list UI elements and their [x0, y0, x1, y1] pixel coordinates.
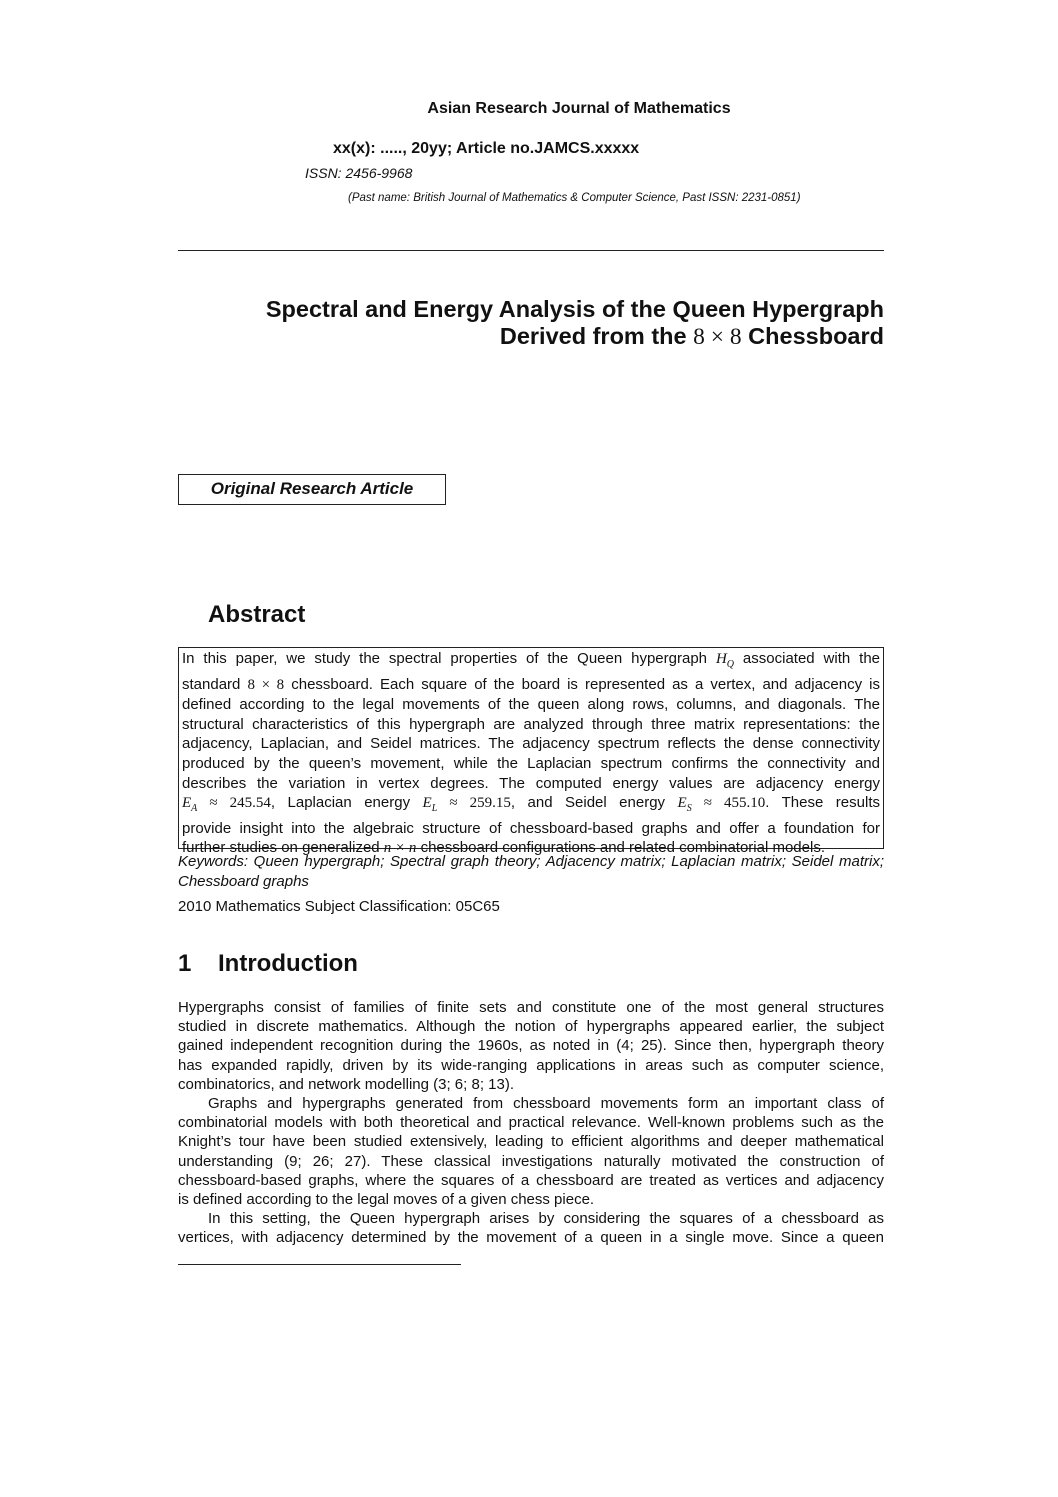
- paragraph-line: vertices, with adjacency determined by the movement of a queen in a single move. Since a queen: [178, 1229, 884, 1247]
- math-expression: E: [422, 795, 432, 812]
- math-expression: E: [677, 795, 687, 812]
- abstract-line: [182, 649, 880, 675]
- title-math: 8 × 8: [693, 324, 742, 350]
- keywords: Keywords: Queen hypergraph; Spectral graph theory; Adjacency matrix; Laplacian matrix; Seidel matrix; Chessboard graphs: [178, 853, 884, 890]
- paragraph-line: In this setting, the Queen hypergraph arises by considering the squares of a chessboard as: [208, 1210, 884, 1228]
- msc-classification: 2010 Mathematics Subject Classification: 05C65: [178, 898, 500, 915]
- math-subscript: S: [686, 803, 692, 815]
- section-heading-introduction: Introduction: [218, 950, 358, 977]
- paragraph-line: Hypergraphs consist of families of finite sets and constitute one of the most general structures: [178, 999, 884, 1016]
- footnote-rule: [178, 1264, 461, 1265]
- abstract-text: standard: [182, 675, 248, 693]
- paragraph-line: Graphs and hypergraphs generated from chessboard movements form an important class of: [208, 1095, 884, 1113]
- abstract-line: [182, 695, 880, 715]
- journal-name: Asian Research Journal of Mathematics: [427, 100, 731, 117]
- paragraph-line: combinatorics, and network modelling (3; 6; 8; 13).: [178, 1075, 514, 1093]
- abstract-line: [182, 734, 880, 754]
- abstract-text: further studies on generalized: [182, 839, 384, 857]
- paragraph-line: understanding (9; 26; 27). These classical investigations naturally motivated the construction of: [178, 1152, 884, 1170]
- math-expression: ≈ 259.15: [437, 795, 511, 812]
- math-expression: ≈ 455.10: [691, 795, 766, 812]
- abstract-text: describes the variation in vertex degrees. The computed energy values are adjacency energy: [182, 774, 880, 792]
- issn: ISSN: 2456-9968: [305, 165, 413, 181]
- abstract-text: structural characteristics of this hypergraph are analyzed through three matrix representations: the: [182, 715, 880, 733]
- abstract-text: adjacency, Laplacian, and Seidel matrices. The adjacency spectrum reflects the dense connectivity: [182, 735, 880, 753]
- math-subscript: L: [431, 803, 438, 815]
- title-text: Derived from the: [499, 323, 694, 349]
- abstract-text: defined according to the legal movements of the queen along rows, columns, and diagonals. The: [182, 696, 880, 714]
- abstract-text: provide insight into the algebraic structure of chessboard-based graphs and offer a foundation for: [182, 819, 880, 837]
- abstract-text: associated with the: [734, 650, 881, 667]
- abstract-text: , Laplacian energy: [270, 794, 423, 812]
- volume-info: xx(x): ....., 20yy; Article no.JAMCS.xxxxx: [333, 140, 640, 157]
- abstract-box: [178, 647, 884, 857]
- abstract-text: chessboard. Each square of the board is represented as a vertex, and adjacency is: [284, 675, 880, 693]
- abstract-line: [182, 774, 880, 794]
- article-type-badge: Original Research Article: [178, 474, 446, 505]
- paragraph-line: has expanded rapidly, driven by its wide-ranging applications in areas such as computer science,: [178, 1056, 884, 1074]
- introduction-body: [178, 998, 884, 1248]
- math-expression: E: [182, 795, 192, 812]
- paragraph-line: studied in discrete mathematics. Although the notion of hypergraphs appeared earlier, the subject: [178, 1018, 884, 1036]
- math-expression: 8 × 8: [247, 676, 285, 693]
- paragraph-line: chessboard-based graphs, where the squares of a chessboard are treated as vertices and adjacency: [178, 1171, 884, 1189]
- section-number: 1: [178, 950, 192, 977]
- math-expression: ≈ 245.54: [197, 795, 271, 812]
- math-expression: n × n: [383, 840, 417, 857]
- abstract-line: [182, 754, 880, 774]
- title-text: Chessboard: [741, 323, 884, 349]
- abstract-line: [182, 819, 880, 839]
- header-rule: [178, 250, 884, 251]
- paragraph-line: gained independent recognition during the 1960s, as noted in (4; 25). Since then, hypergraph theory: [178, 1037, 884, 1055]
- title-line-1: Spectral and Energy Analysis of the Queen Hypergraph: [265, 296, 884, 322]
- abstract-text: produced by the queen’s movement, while the Laplacian spectrum confirms the connectivity and: [182, 754, 880, 772]
- math-expression: H: [715, 651, 727, 667]
- math-subscript: A: [191, 803, 198, 815]
- abstract-line: [182, 715, 880, 735]
- abstract-text: chessboard configurations and related combinatorial models.: [416, 839, 825, 857]
- abstract-heading: Abstract: [208, 601, 306, 628]
- abstract-text: . These results: [765, 794, 880, 812]
- abstract-line: [182, 675, 880, 696]
- abstract-text: In this paper, we study the spectral properties of the Queen hypergraph: [182, 650, 716, 667]
- abstract-line: [182, 793, 880, 819]
- math-subscript: Q: [726, 659, 735, 670]
- paragraph-line: is defined according to the legal moves of a given chess piece.: [178, 1191, 595, 1209]
- past-name: (Past name: British Journal of Mathematics & Computer Science, Past ISSN: 2231-0851): [348, 192, 801, 204]
- paragraph-line: combinatorial models with both theoretical and practical relevance. Well-known problems such as the: [178, 1114, 884, 1132]
- title-line-2: [178, 323, 884, 351]
- paper-title: [178, 296, 884, 351]
- paragraph-line: Knight’s tour have been studied extensively, leading to efficient algorithms and deeper mathematical: [178, 1133, 884, 1151]
- abstract-text: , and Seidel energy: [510, 794, 678, 812]
